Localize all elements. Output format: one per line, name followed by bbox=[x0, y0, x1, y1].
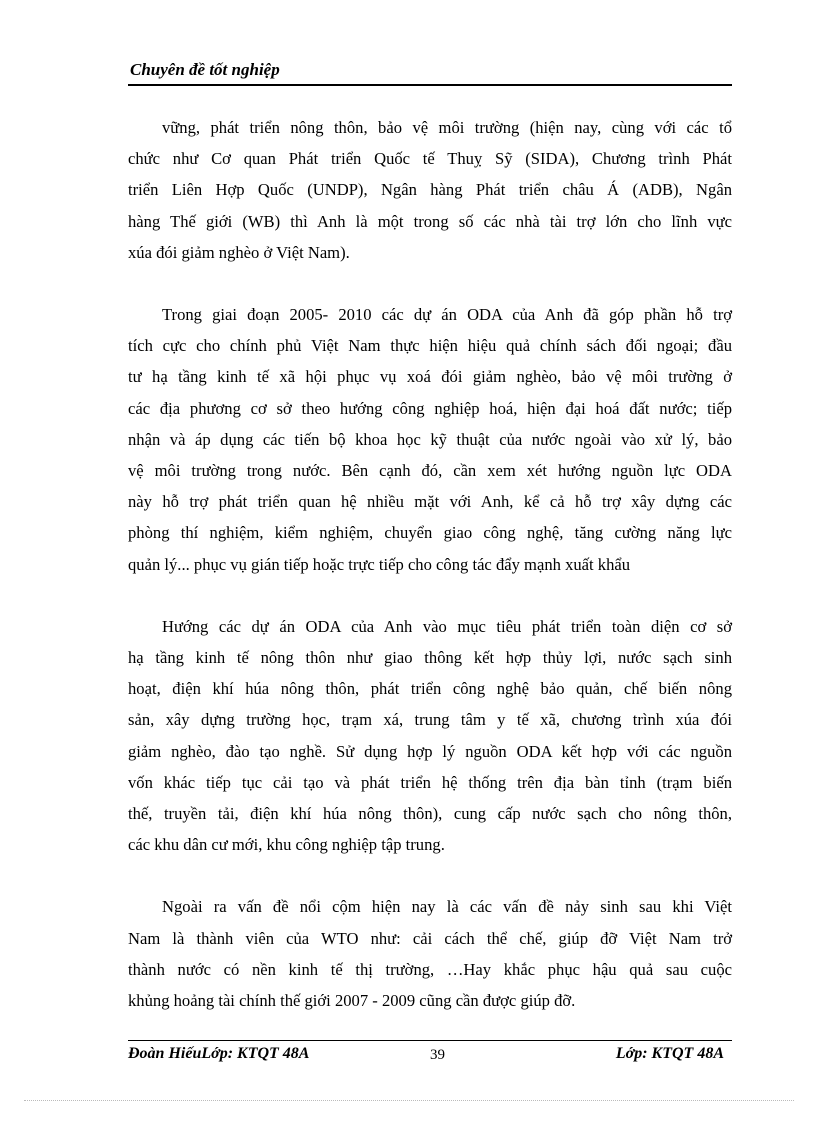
footer-author-class: Đoàn HiếuLớp: KTQT 48A bbox=[128, 1045, 310, 1062]
text-line: này hỗ trợ phát triển quan hệ nhiều mặt với Anh, kể cả hỗ trợ xây dựng các bbox=[128, 492, 732, 512]
header-title: Chuyên đề tốt nghiệp bbox=[130, 60, 280, 79]
paragraph-2 bbox=[128, 299, 732, 580]
text-line: triển Liên Hợp Quốc (UNDP), Ngân hàng Phát triển châu Á (ADB), Ngân bbox=[128, 180, 732, 200]
text-line: hoạt, điện khí húa nông thôn, phát triển công nghệ bảo quản, chế biến nông bbox=[128, 679, 732, 699]
page-header bbox=[128, 58, 732, 86]
text-line: chức như Cơ quan Phát triển Quốc tế Thuỵ Sỹ (SIDA), Chương trình Phát bbox=[128, 149, 732, 169]
page-number: 39 bbox=[430, 1047, 445, 1063]
text-line: Ngoài ra vấn đề nổi cộm hiện nay là các vấn đề nảy sinh sau khi Việt bbox=[162, 897, 732, 917]
text-line: xúa đói giảm nghèo ở Việt Nam). bbox=[128, 242, 350, 262]
text-line: Nam là thành viên của WTO như: cải cách thể chế, giúp đỡ Việt Nam trở bbox=[128, 928, 732, 948]
text-line: giảm nghèo, đào tạo nghề. Sử dụng hợp lý nguồn ODA kết hợp với các nguồn bbox=[128, 741, 732, 761]
text-line: hạ tầng kinh tế nông thôn như giao thông kết hợp thủy lợi, nước sạch sinh bbox=[128, 648, 732, 668]
paragraph-3 bbox=[128, 611, 732, 861]
text-line: vốn khác tiếp tục cải tạo và phát triển hệ thống trên địa bàn tỉnh (trạm biến bbox=[128, 772, 732, 792]
text-line: sản, xây dựng trường học, trạm xá, trung tâm y tế xã, chương trình xúa đói bbox=[128, 710, 732, 730]
text-line: phòng thí nghiệm, kiểm nghiệm, chuyển giao công nghệ, tăng cường năng lực bbox=[128, 523, 732, 543]
page-edge-divider bbox=[24, 1100, 794, 1101]
text-line: tích cực cho chính phủ Việt Nam thực hiện hiệu quả chính sách đối ngoại; đầu bbox=[128, 336, 732, 356]
text-line: thành nước có nền kinh tế thị trường, …Hay khắc phục hậu quả sau cuộc bbox=[128, 959, 732, 979]
text-line: Hướng các dự án ODA của Anh vào mục tiêu phát triển toàn diện cơ sở bbox=[162, 616, 732, 636]
text-line: thế, truyền tải, điện khí húa nông thôn), cung cấp nước sạch cho nông thôn, bbox=[128, 804, 732, 824]
text-line: nhận và áp dụng các tiến bộ khoa học kỹ thuật của nước ngoài vào xử lý, bảo bbox=[128, 429, 732, 449]
text-line: quản lý... phục vụ gián tiếp hoặc trực tiếp cho công tác đẩy mạnh xuất khẩu bbox=[128, 554, 631, 574]
paragraph-1 bbox=[128, 112, 732, 268]
page-footer bbox=[128, 1040, 732, 1069]
text-line: khủng hoảng tài chính thế giới 2007 - 2009 cũng cần được giúp đỡ. bbox=[128, 991, 576, 1011]
text-line: vệ môi trường trong nước. Bên cạnh đó, cần xem xét hướng nguồn lực ODA bbox=[128, 461, 732, 481]
text-line: vững, phát triển nông thôn, bảo vệ môi trường (hiện nay, cùng với các tổ bbox=[162, 118, 732, 137]
footer-class: Lớp: KTQT 48A bbox=[615, 1045, 724, 1062]
text-line: các địa phương cơ sở theo hướng công nghiệp hoá, hiện đại hoá đất nước; tiếp bbox=[128, 398, 732, 418]
paragraph-4 bbox=[128, 891, 732, 1016]
text-line: Trong giai đoạn 2005- 2010 các dự án ODA của Anh đã góp phần hỗ trợ bbox=[162, 305, 732, 325]
text-line: tư hạ tầng kinh tế xã hội phục vụ xoá đói giảm nghèo, bảo vệ môi trường ở bbox=[128, 367, 732, 387]
text-line: các khu dân cư mới, khu công nghiệp tập trung. bbox=[128, 835, 445, 855]
document-body bbox=[128, 112, 732, 1016]
text-line: hàng Thế giới (WB) thì Anh là một trong số các nhà tài trợ lớn cho lĩnh vực bbox=[128, 211, 732, 231]
